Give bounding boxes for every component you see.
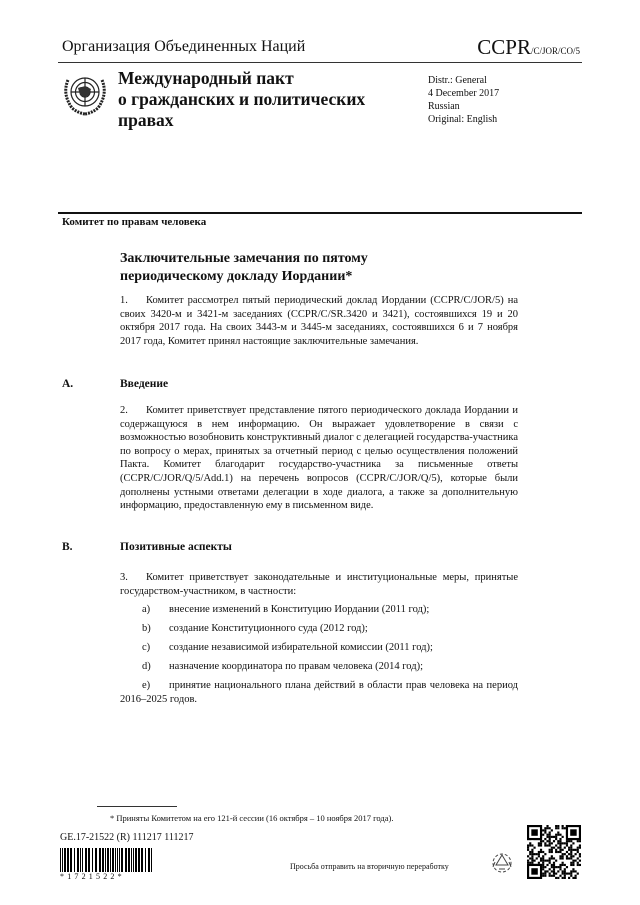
paragraph-1 <box>120 294 518 348</box>
recycle-icon <box>491 852 513 874</box>
list-item <box>120 641 518 655</box>
committee-rule <box>58 212 582 214</box>
list-letter: d) <box>142 661 151 672</box>
header-rule <box>58 62 582 63</box>
job-number: GE.17-21522 (R) 111217 111217 <box>60 832 194 843</box>
para-text: Комитет рассмотрел пятый периодический доклад Иордании (CCPR/C/JOR/5) на своих 3420-м и 3421-м заседаниях (CCPR/C/SR.3420 и 3421), состоявшихся 19 и 20 октября 2017 года. На своих 3443-м и 3445-м заседаниях, состоявшихся 6 и 7 ноября 2017 года, Комитет принял настоящие заключительные замечания. <box>120 295 518 347</box>
title-line: правах <box>118 110 174 130</box>
list-item <box>120 679 518 706</box>
list-letter: e) <box>142 680 151 691</box>
heading-line: Заключительные замечания по пятому <box>120 251 368 266</box>
distribution-info <box>428 74 499 126</box>
list-item <box>120 660 518 674</box>
barcode-icon <box>60 848 152 872</box>
section-title: Введение <box>120 378 169 390</box>
document-title <box>118 68 365 131</box>
document-symbol <box>477 35 580 60</box>
barcode-number: *1721522* <box>60 872 125 881</box>
symbol-main: CCPR <box>477 35 531 59</box>
list-letter: a) <box>142 604 151 615</box>
list-item <box>120 622 518 636</box>
section-a-heading <box>62 378 168 390</box>
section-letter: A. <box>62 378 74 390</box>
footnote: * Приняты Комитетом на его 121-й сессии (16 октября – 10 ноября 2017 года). <box>110 813 394 823</box>
list-text: создание независимой избирательной комиссии (2011 год); <box>169 642 433 653</box>
list-text: создание Конституционного суда (2012 год); <box>169 623 368 634</box>
date: 4 December 2017 <box>428 88 500 99</box>
list-item <box>120 603 518 617</box>
para-text: Комитет приветствует законодательные и институциональные меры, принятые государством-участником, в частности: <box>120 572 518 597</box>
paragraph-3 <box>120 571 518 598</box>
para-text: Комитет приветствует представление пятого периодического доклада Иордании и содержащуюся в нем информацию. Он выражает удовлетворение в связи с возможностью возобновить конструктивный диалог с делегацией государства-участника по вопросу о мерах, принятых за отчетный период с целью осуществления положений Пакта. Комитет благодарит государство-участника за письменные ответы (CCPR/C/JOR/Q/5/Add.1) на перечень вопросов (CCPR/C/JOR/Q/5), которые были дополнены устными ответами делегации в ходе диалога, а также за дополнительную информацию, предоставленную ему в письменном виде. <box>120 405 519 512</box>
paragraph-2 <box>120 404 518 513</box>
list-text: внесение изменений в Конституцию Иордании (2011 год); <box>169 604 430 615</box>
para-number: 3. <box>120 572 128 583</box>
section-b-heading <box>62 541 232 553</box>
organization-name: Организация Объединенных Наций <box>62 38 306 55</box>
un-emblem-icon <box>60 68 110 118</box>
title-line: Международный пакт <box>118 68 294 88</box>
list-letter: c) <box>142 642 151 653</box>
language: Russian <box>428 101 460 112</box>
document-heading <box>120 250 368 286</box>
distr: Distr.: General <box>428 75 487 86</box>
symbol-sub: /C/JOR/CO/5 <box>530 46 580 56</box>
title-line: о гражданских и политических <box>118 89 366 109</box>
section-title: Позитивные аспекты <box>120 541 232 553</box>
list-text: принятие национального плана действий в области прав человека на период 2016–2025 годов. <box>120 680 518 705</box>
original-language: Original: English <box>428 114 498 125</box>
section-letter: B. <box>62 541 73 553</box>
committee-name: Комитет по правам человека <box>62 216 207 228</box>
recycle-note: Просьба отправить на вторичную переработку <box>290 862 449 871</box>
footnote-rule <box>97 806 177 807</box>
para-number: 1. <box>120 295 128 306</box>
list-text: назначение координатора по правам человека (2014 год); <box>169 661 423 672</box>
list-letter: b) <box>142 623 151 634</box>
para-number: 2. <box>120 405 128 416</box>
qr-code-icon <box>527 825 581 879</box>
heading-line: периодическому докладу Иордании* <box>120 269 353 284</box>
